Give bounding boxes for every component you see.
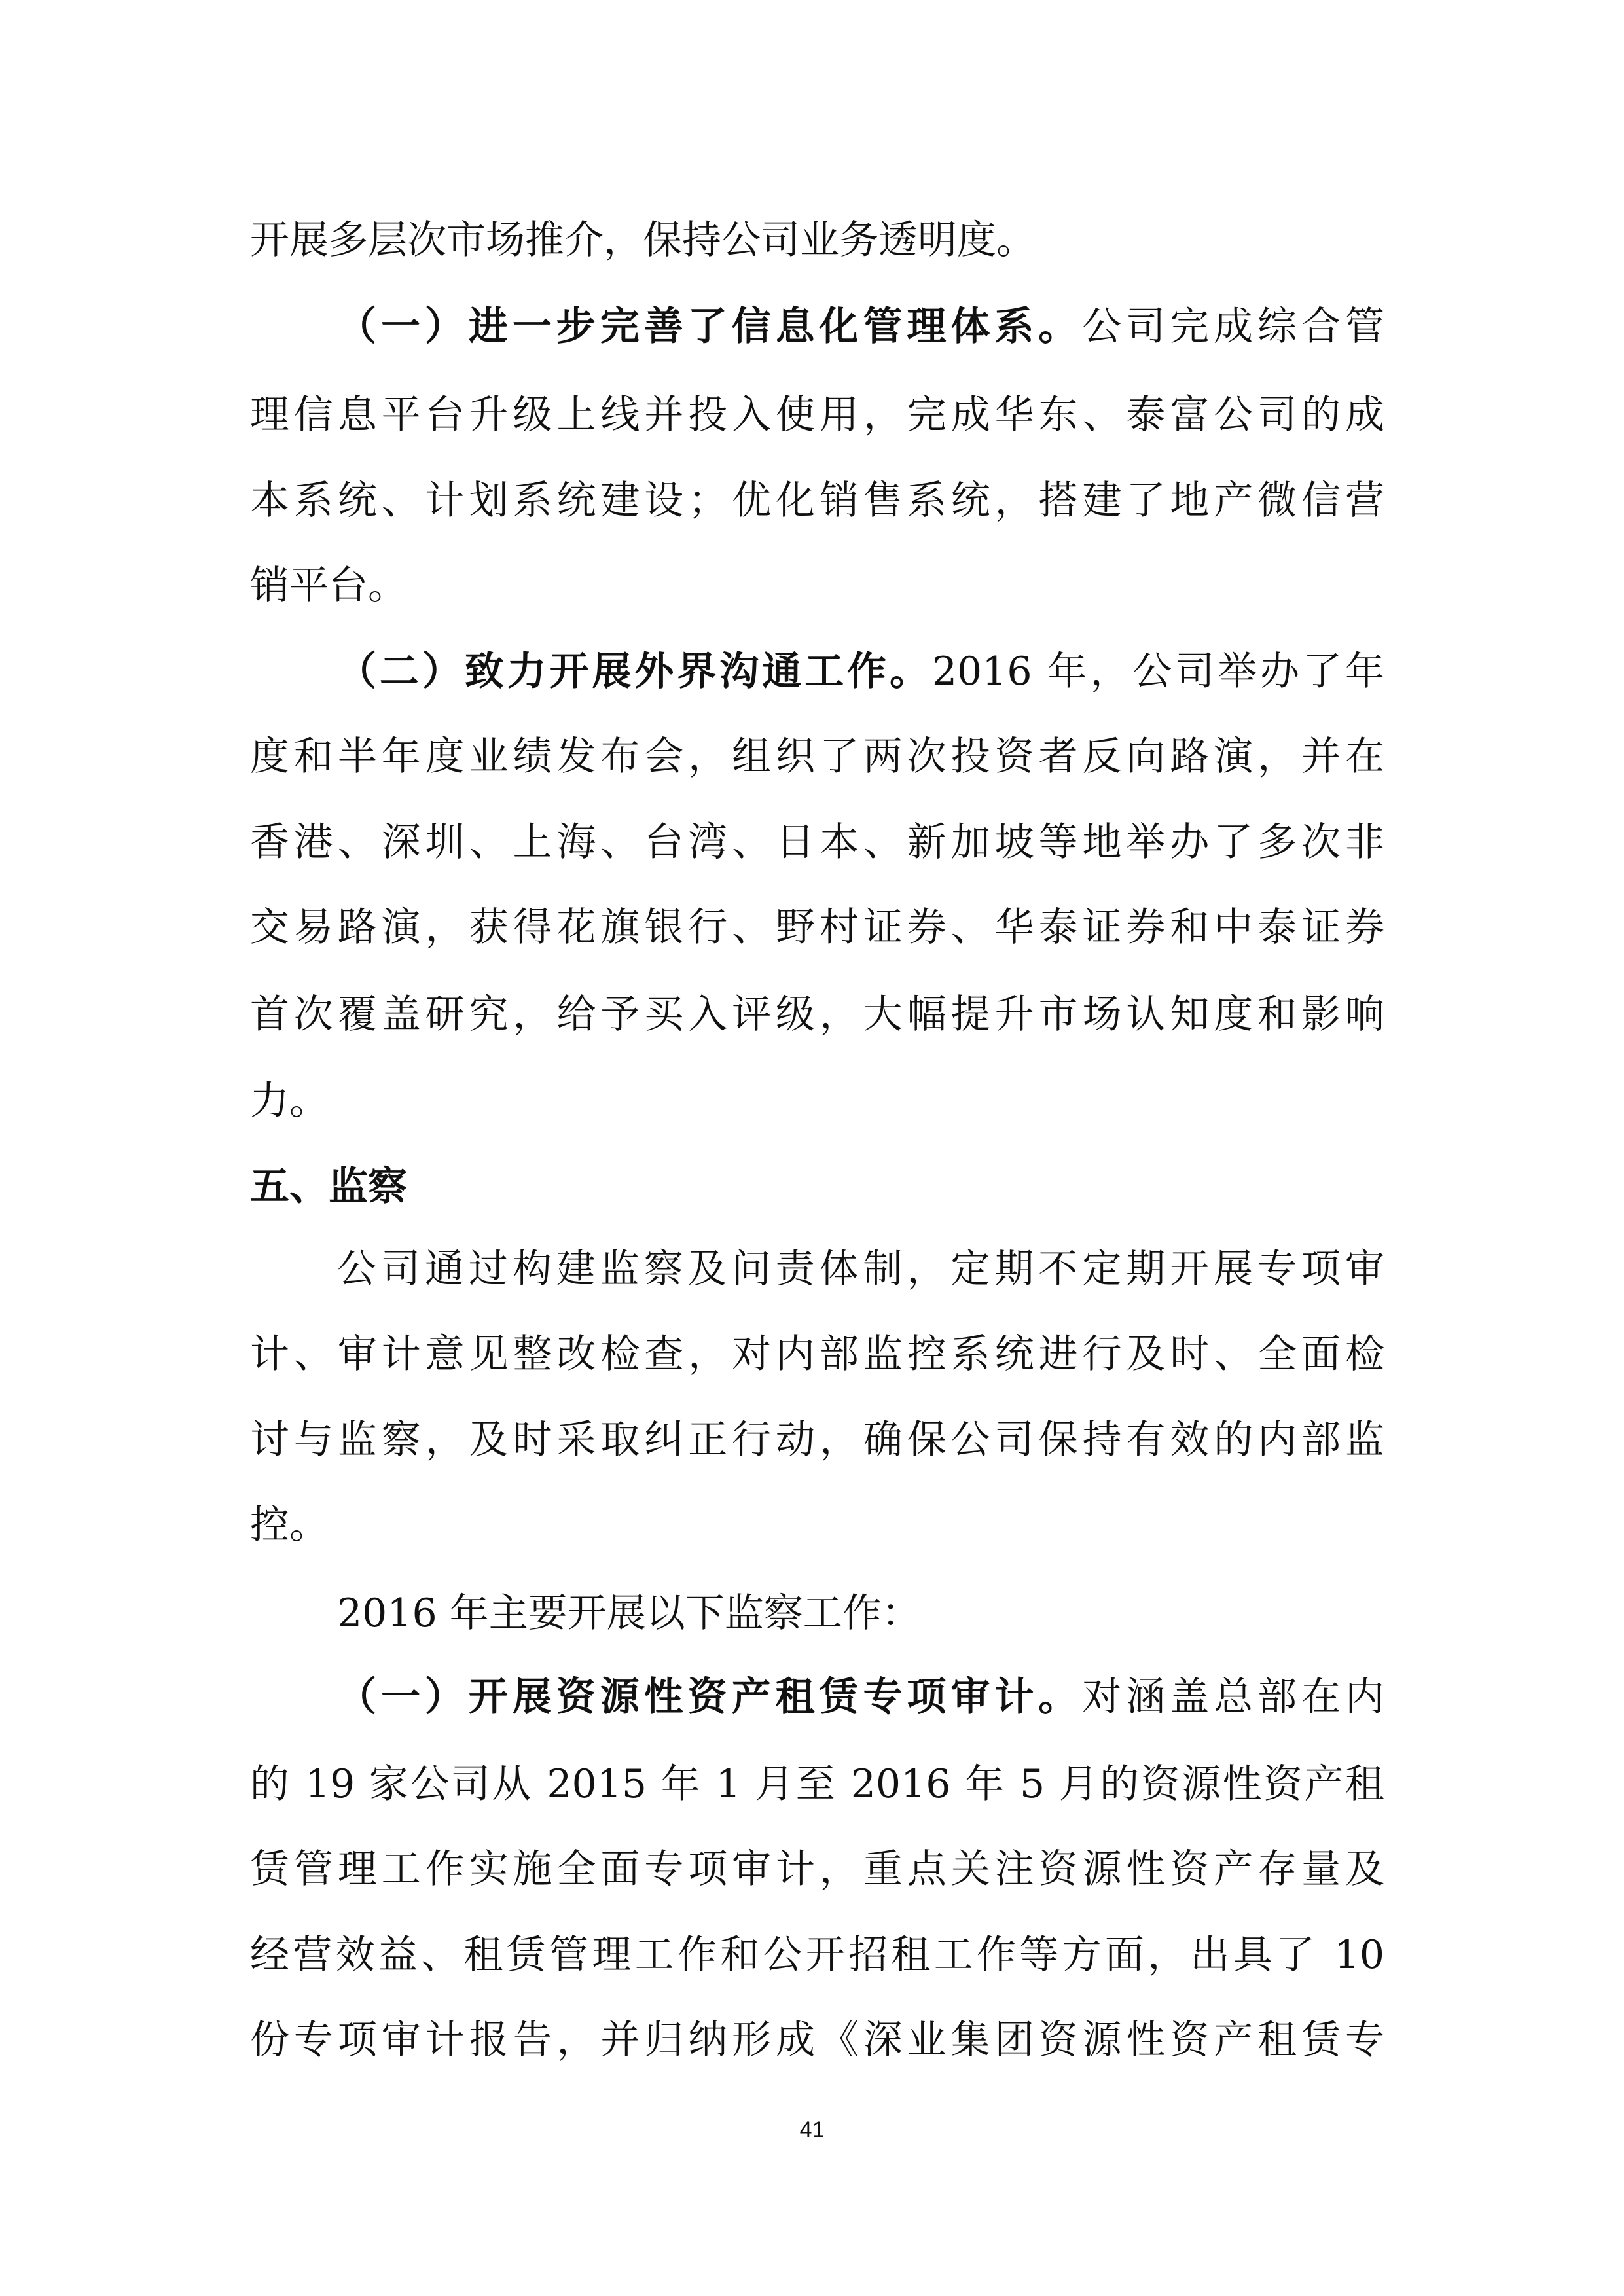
line-text: 公司通过构建监察及问责体制，定期不定期开展专项审 <box>337 1246 1384 1292</box>
text-line <box>250 800 1384 886</box>
text-line <box>250 1482 1384 1568</box>
line-text: 2016 年主要开展以下监察工作： <box>337 1590 921 1636</box>
line-text: 力。 <box>250 1078 329 1124</box>
page-number: 41 <box>799 2117 825 2142</box>
line-text: 首次覆盖研究，给予买入评级，大幅提升市场认知度和影响 <box>250 992 1384 1037</box>
line-text: 香港、深圳、上海、台湾、日本、新加坡等地举办了多次非 <box>250 819 1384 865</box>
line-text: 开展多层次市场推介，保持公司业务透明度。 <box>250 217 1036 263</box>
text-line <box>337 629 1384 715</box>
line-text: 对涵盖总部在内 <box>1082 1674 1385 1720</box>
text-line <box>250 458 1384 544</box>
text-line <box>337 1571 1384 1657</box>
text-line <box>250 1742 1384 1827</box>
bold-lead: （一）开展资源性资产租赁专项审计。 <box>337 1674 1083 1720</box>
text-line <box>250 885 1384 971</box>
bold-lead: （二）致力开展外界沟通工作。 <box>337 649 932 694</box>
section-heading <box>250 1144 1384 1230</box>
text-line <box>337 1227 1384 1312</box>
line-text: 份专项审计报告，并归纳形成《深业集团资源性资产租赁专 <box>250 2017 1384 2063</box>
text-line <box>250 1912 1384 1998</box>
line-text: 2016 年，公司举办了年 <box>931 649 1384 694</box>
line-text: 理信息平台升级上线并投入使用，完成华东、泰富公司的成 <box>250 392 1384 438</box>
text-line <box>250 1998 1384 2083</box>
line-text: 交易路演，获得花旗银行、野村证券、华泰证券和中泰证券 <box>250 905 1384 950</box>
bold-lead: 五、监察 <box>250 1164 407 1210</box>
line-text: 度和半年度业绩发布会，组织了两次投资者反向路演，并在 <box>250 734 1384 780</box>
text-line <box>250 1397 1384 1483</box>
line-text: 的 19 家公司从 2015 年 1 月至 2016 年 5 月的资源性资产租 <box>250 1761 1384 1807</box>
line-text: 本系统、计划系统建设；优化销售系统，搭建了地产微信营 <box>250 478 1384 524</box>
text-line <box>250 198 1384 283</box>
line-text: 赁管理工作实施全面专项审计，重点关注资源性资产存量及 <box>250 1846 1384 1892</box>
line-text: 经营效益、租赁管理工作和公开招租工作等方面，出具了 10 <box>250 1932 1384 1978</box>
line-text: 计、审计意见整改检查，对内部监控系统进行及时、全面检 <box>250 1331 1384 1377</box>
text-line <box>250 1312 1384 1397</box>
text-line <box>250 714 1384 800</box>
text-line <box>250 972 1384 1058</box>
text-line <box>337 284 1384 370</box>
bold-lead: （一）进一步完善了信息化管理体系。 <box>337 304 1083 350</box>
text-line <box>250 543 1384 629</box>
text-line <box>250 372 1384 458</box>
line-text: 公司完成综合管 <box>1082 304 1385 350</box>
line-text: 销平台。 <box>250 563 407 609</box>
text-line <box>337 1655 1384 1740</box>
text-line <box>250 1827 1384 1912</box>
line-text: 讨与监察，及时采取纠正行动，确保公司保持有效的内部监 <box>250 1417 1384 1463</box>
line-text: 控。 <box>250 1502 329 1548</box>
text-line <box>250 1058 1384 1144</box>
